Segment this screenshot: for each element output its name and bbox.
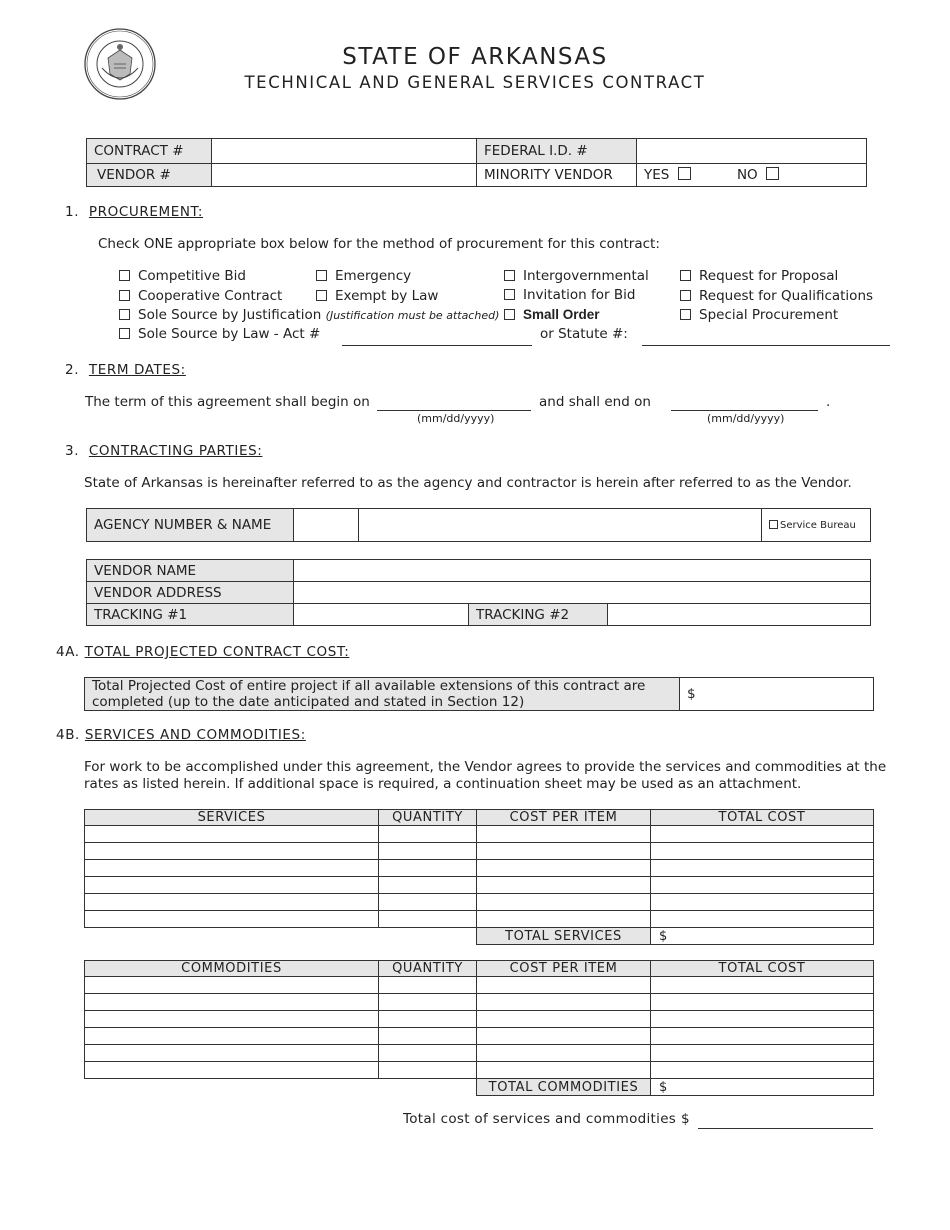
grand-total-label: Total cost of services and commodities	[403, 1111, 677, 1127]
option-sole-source-justification[interactable]: Sole Source by Justification (Justification must be attached)	[119, 307, 499, 323]
start-date-field[interactable]	[377, 410, 531, 411]
contract-number-label: CONTRACT #	[87, 139, 212, 164]
total-cost-field[interactable]: $	[680, 678, 874, 711]
service-bureau-option[interactable]: Service Bureau	[762, 509, 871, 542]
checkbox-icon[interactable]	[119, 328, 130, 339]
procurement-heading: 1. PROCUREMENT:	[65, 204, 204, 220]
vendor-name-field[interactable]	[294, 560, 871, 582]
option-invitation-for-bid[interactable]: Invitation for Bid	[504, 287, 635, 303]
table-row	[85, 860, 874, 877]
cost-per-item-header: COST PER ITEM	[477, 961, 651, 977]
total-cost-heading: 4A. TOTAL PROJECTED CONTRACT COST:	[56, 644, 350, 660]
quantity-header: QUANTITY	[379, 810, 477, 826]
option-competitive-bid[interactable]: Competitive Bid	[119, 268, 246, 284]
cost-per-item-header: COST PER ITEM	[477, 810, 651, 826]
total-cost-table	[84, 677, 874, 711]
no-label: NO	[736, 167, 758, 183]
option-sole-source-law[interactable]: Sole Source by Law - Act #	[119, 326, 320, 342]
commodities-table	[84, 960, 874, 1096]
contract-title: TECHNICAL AND GENERAL SERVICES CONTRACT	[244, 73, 706, 92]
federal-id-field[interactable]	[637, 139, 867, 164]
table-row	[85, 911, 874, 928]
table-row	[85, 1062, 874, 1079]
total-commodities-label: TOTAL COMMODITIES	[477, 1079, 651, 1096]
minority-vendor-options	[637, 164, 867, 187]
checkbox-icon[interactable]	[119, 309, 130, 320]
act-number-field[interactable]	[342, 345, 532, 346]
tracking1-field[interactable]	[294, 604, 469, 626]
total-cost-header: TOTAL COST	[651, 810, 874, 826]
total-cost-description: Total Projected Cost of entire project if all available extensions of this contract are completed (up to the date anticipated and stated in Section 12)	[85, 678, 680, 711]
checkbox-icon[interactable]	[504, 309, 515, 320]
table-row	[85, 894, 874, 911]
option-request-for-proposal[interactable]: Request for Proposal	[680, 268, 838, 284]
table-row	[85, 843, 874, 860]
start-date-hint: (mm/dd/yyyy)	[417, 412, 495, 425]
yes-checkbox[interactable]	[678, 167, 691, 180]
services-intro: For work to be accomplished under this agreement, the Vendor agrees to provide the services and commodities at the rates as listed herein. If additional space is required, a continuation sheet may be used as an attachment.	[84, 759, 887, 792]
total-cost-header: TOTAL COST	[651, 961, 874, 977]
agency-name-field[interactable]	[359, 509, 762, 542]
end-date-hint: (mm/dd/yyyy)	[707, 412, 785, 425]
justification-note: (Justification must be attached)	[325, 309, 500, 322]
grand-total-currency: $	[681, 1111, 690, 1127]
checkbox-icon[interactable]	[504, 289, 515, 300]
option-special-procurement[interactable]: Special Procurement	[680, 307, 838, 323]
checkbox-icon[interactable]	[316, 270, 327, 281]
table-row	[85, 994, 874, 1011]
services-header: SERVICES	[85, 810, 379, 826]
table-row	[85, 826, 874, 843]
tracking2-label: TRACKING #2	[469, 604, 608, 626]
term-end-text: and shall end on	[539, 394, 651, 410]
term-period: .	[826, 394, 831, 410]
agency-table	[86, 508, 871, 542]
vendor-number-label: VENDOR #	[87, 164, 212, 187]
no-checkbox[interactable]	[766, 167, 779, 180]
table-row	[85, 1028, 874, 1045]
table-row	[85, 1011, 874, 1028]
contracting-parties-statement: State of Arkansas is hereinafter referred to as the agency and contractor is herein after referred to as the Vendor.	[84, 475, 852, 491]
vendor-address-label: VENDOR ADDRESS	[87, 582, 294, 604]
checkbox-icon[interactable]	[769, 520, 778, 529]
vendor-table	[86, 559, 871, 626]
term-begin-text: The term of this agreement shall begin on	[85, 394, 370, 410]
services-table	[84, 809, 874, 945]
agency-number-field[interactable]	[294, 509, 359, 542]
contracting-parties-heading: 3. CONTRACTING PARTIES:	[65, 443, 263, 459]
checkbox-icon[interactable]	[119, 290, 130, 301]
table-row	[85, 877, 874, 894]
checkbox-icon[interactable]	[680, 290, 691, 301]
statute-number-field[interactable]	[642, 345, 890, 346]
table-row	[85, 977, 874, 994]
checkbox-icon[interactable]	[680, 309, 691, 320]
total-services-field[interactable]: $	[651, 928, 874, 945]
state-title: STATE OF ARKANSAS	[342, 44, 608, 70]
federal-id-label: FEDERAL I.D. #	[477, 139, 637, 164]
option-emergency[interactable]: Emergency	[316, 268, 411, 284]
tracking2-field[interactable]	[608, 604, 871, 626]
end-date-field[interactable]	[671, 410, 818, 411]
option-cooperative-contract[interactable]: Cooperative Contract	[119, 288, 282, 304]
checkbox-icon[interactable]	[680, 270, 691, 281]
table-row	[85, 1045, 874, 1062]
option-small-order[interactable]: Small Order	[504, 307, 600, 322]
quantity-header: QUANTITY	[379, 961, 477, 977]
statute-label: or Statute #:	[540, 326, 628, 342]
procurement-instruction: Check ONE appropriate box below for the method of procurement for this contract:	[98, 236, 660, 252]
tracking1-label: TRACKING #1	[87, 604, 294, 626]
services-heading: 4B. SERVICES AND COMMODITIES:	[56, 727, 306, 743]
contract-number-field[interactable]	[212, 139, 477, 164]
total-services-label: TOTAL SERVICES	[477, 928, 651, 945]
option-intergovernmental[interactable]: Intergovernmental	[504, 268, 649, 284]
term-dates-heading: 2. TERM DATES:	[65, 362, 186, 378]
vendor-name-label: VENDOR NAME	[87, 560, 294, 582]
option-exempt-by-law[interactable]: Exempt by Law	[316, 288, 438, 304]
yes-label: YES	[644, 167, 670, 183]
commodities-header: COMMODITIES	[85, 961, 379, 977]
agency-label: AGENCY NUMBER & NAME	[87, 509, 294, 542]
checkbox-icon[interactable]	[119, 270, 130, 281]
checkbox-icon[interactable]	[504, 270, 515, 281]
contract-info-table	[86, 138, 867, 187]
vendor-address-field[interactable]	[294, 582, 871, 604]
grand-total-field[interactable]	[698, 1128, 873, 1129]
total-commodities-field[interactable]: $	[651, 1079, 874, 1096]
checkbox-icon[interactable]	[316, 290, 327, 301]
vendor-number-field[interactable]	[212, 164, 477, 187]
option-request-for-qualifications[interactable]: Request for Qualifications	[680, 288, 873, 304]
minority-vendor-label: MINORITY VENDOR	[477, 164, 637, 187]
